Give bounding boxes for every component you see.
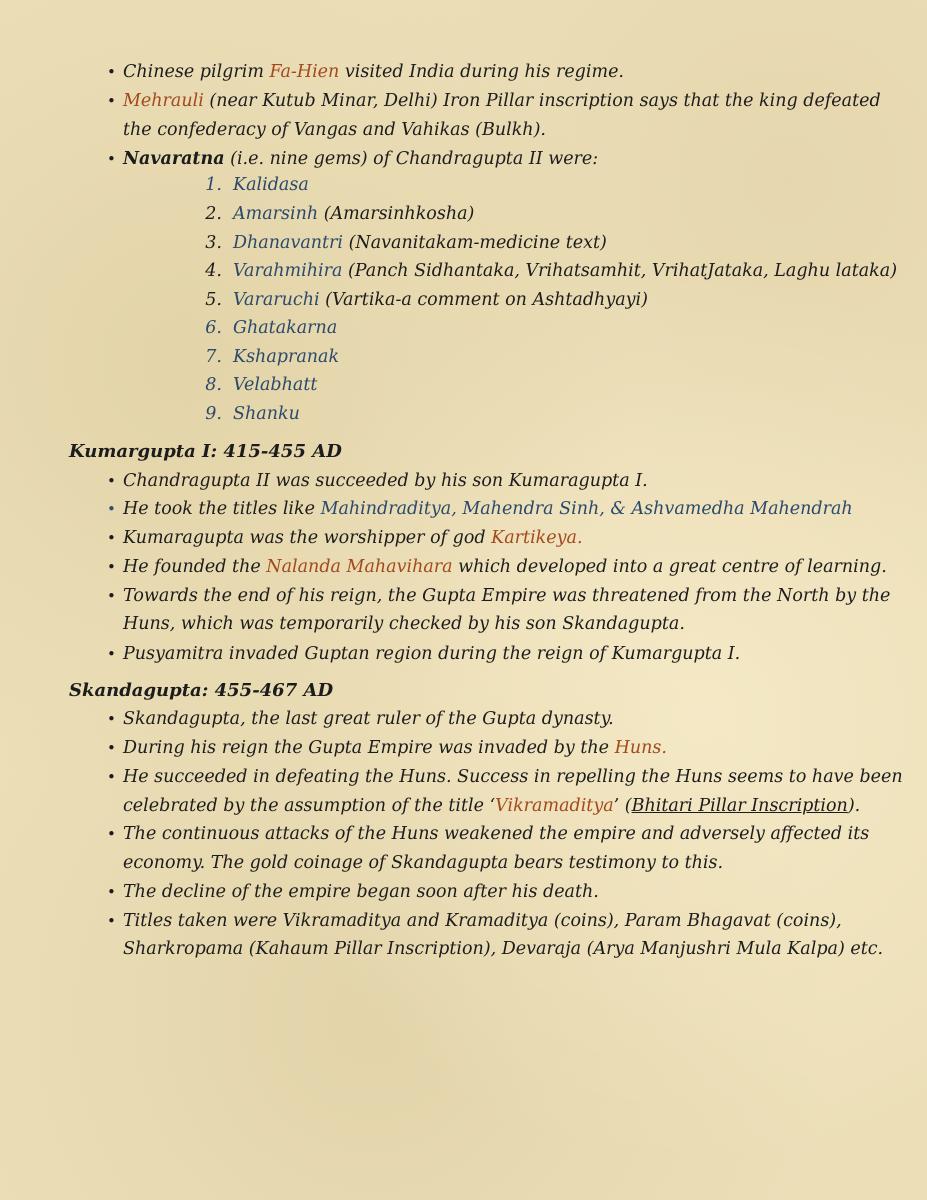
section-heading: Kumargupta I: 415-455 AD [69, 441, 342, 462]
bullet-icon: • [107, 883, 116, 901]
bullet-icon: • [107, 825, 116, 843]
gem-item: Shanku [233, 404, 300, 424]
list-item: He took the titles like Mahindraditya, Mahendra Sinh, & Ashvamedha Mahendrah [123, 499, 853, 519]
bullet-icon: • [107, 768, 116, 786]
list-item: Navaratna (i.e. nine gems) of Chandragupta II were: [123, 149, 599, 169]
list-item-continuation: Sharkropama (Kahaum Pillar Inscription), Devaraja (Arya Manjushri Mula Kalpa) etc. [123, 939, 884, 959]
list-item: Chinese pilgrim Fa-Hien visited India during his regime. [123, 62, 624, 82]
highlight-term: Fa-Hien [269, 62, 340, 82]
list-item-continuation: celebrated by the assumption of the title ‘Vikramaditya’ (Bhitari Pillar Inscription). [123, 796, 861, 816]
gem-item: Kalidasa [233, 175, 309, 195]
list-item: Chandragupta II was succeeded by his son Kumaragupta I. [123, 471, 648, 491]
list-item-continuation: economy. The gold coinage of Skandagupta bears testimony to this. [123, 853, 724, 873]
underlined-term: Bhitari Pillar Inscription [631, 796, 848, 816]
highlight-term: Nalanda Mahavihara [266, 557, 453, 577]
gem-item: Varahmihira (Panch Sidhantaka, Vrihatsamhit, VrihatJataka, Laghu lataka) [233, 261, 898, 281]
bullet-icon: • [107, 63, 116, 81]
highlight-term: Kartikeya. [491, 528, 583, 548]
bullet-icon: • [107, 92, 116, 110]
bullet-icon: • [107, 587, 116, 605]
bullet-icon: • [107, 710, 116, 728]
list-item: Titles taken were Vikramaditya and Kramaditya (coins), Param Bhagavat (coins), [123, 911, 842, 931]
bullet-icon: • [107, 472, 116, 490]
gem-number: 4. [205, 261, 222, 281]
list-item: Towards the end of his reign, the Gupta Empire was threatened from the North by the [123, 586, 891, 606]
list-item: He succeeded in defeating the Huns. Success in repelling the Huns seems to have been [123, 767, 903, 787]
gem-number: 8. [205, 375, 222, 395]
gem-item: Vararuchi (Vartika-a comment on Ashtadhyayi) [233, 290, 648, 310]
list-item: He founded the Nalanda Mahavihara which developed into a great centre of learning. [123, 557, 887, 577]
gem-number: 7. [205, 347, 222, 367]
bullet-icon: • [107, 558, 116, 576]
list-item-continuation: Huns, which was temporarily checked by his son Skandagupta. [123, 614, 685, 634]
bullet-icon: • [107, 529, 116, 547]
blue-term: Mahindraditya, Mahendra Sinh, & Ashvamedha Mahendrah [320, 499, 853, 519]
highlight-term: Mehrauli [123, 91, 204, 111]
list-item: Mehrauli (near Kutub Minar, Delhi) Iron Pillar inscription says that the king defeated [123, 91, 881, 111]
list-item: Pusyamitra invaded Guptan region during the reign of Kumargupta I. [123, 644, 741, 664]
gem-number: 6. [205, 318, 222, 338]
list-item: Kumaragupta was the worshipper of god Kartikeya. [123, 528, 583, 548]
list-item: Skandagupta, the last great ruler of the Gupta dynasty. [123, 709, 614, 729]
bullet-icon: • [107, 500, 116, 518]
bold-term: Navaratna [123, 149, 225, 169]
bullet-icon: • [107, 739, 116, 757]
section-heading: Skandagupta: 455-467 AD [69, 680, 334, 701]
bullet-icon: • [107, 645, 116, 663]
gem-item: Kshapranak [233, 347, 340, 367]
bullet-icon: • [107, 150, 116, 168]
gem-number: 5. [205, 290, 222, 310]
list-item: The continuous attacks of the Huns weakened the empire and adversely affected its [123, 824, 870, 844]
gem-number: 3. [205, 233, 222, 253]
list-item: The decline of the empire began soon after his death. [123, 882, 599, 902]
highlight-term: Vikramaditya [495, 796, 614, 816]
gem-number: 2. [205, 204, 222, 224]
gem-item: Amarsinh (Amarsinhkosha) [233, 204, 475, 224]
list-item: During his reign the Gupta Empire was invaded by the Huns. [123, 738, 667, 758]
bullet-icon: • [107, 912, 116, 930]
gem-item: Dhanavantri (Navanitakam-medicine text) [233, 233, 607, 253]
gem-number: 9. [205, 404, 222, 424]
highlight-term: Huns. [614, 738, 667, 758]
gem-item: Ghatakarna [233, 318, 338, 338]
gem-item: Velabhatt [233, 375, 318, 395]
list-item-continuation: the confederacy of Vangas and Vahikas (Bulkh). [123, 120, 546, 140]
gem-number: 1. [205, 175, 222, 195]
